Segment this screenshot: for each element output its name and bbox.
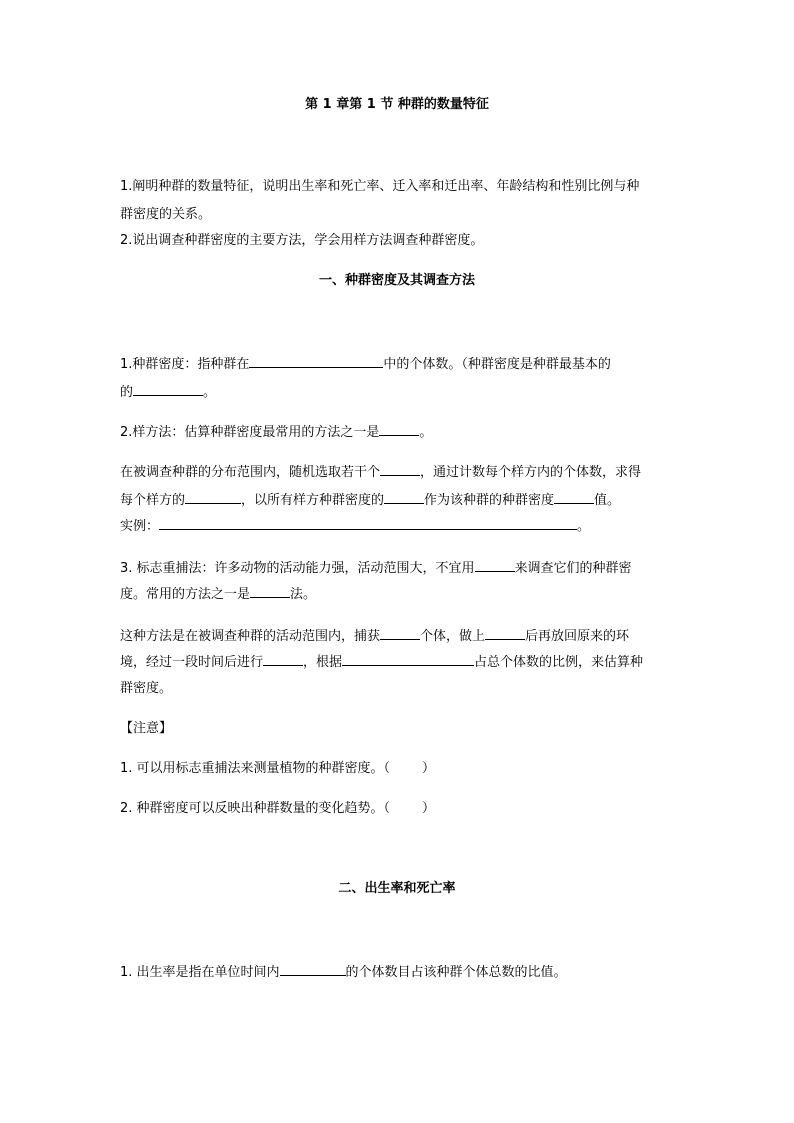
quadrat-para-line-1 <box>120 461 680 483</box>
fill-blank[interactable] <box>554 489 594 504</box>
para-text-e: 作为该种群的种群密度 <box>424 493 555 508</box>
density-text-d: 。 <box>203 385 217 400</box>
quadrat-line <box>120 421 680 443</box>
method-text-d: 境，经过一段时间后进行 <box>120 655 264 670</box>
para-text-c: 每个样方的 <box>120 493 186 508</box>
note-item-1 <box>120 759 680 779</box>
quadrat-text-a: 2.样方法：估算种群密度最常用的方法之一是 <box>120 425 380 440</box>
quadrat-text-b: 。 <box>419 425 433 440</box>
note1-text: 1. 可以用标志重捕法来测量植物的种群密度。（ <box>120 761 391 776</box>
mark-line-1 <box>120 557 680 579</box>
method-text-c: 后再放回原来的环 <box>525 629 630 644</box>
method-line-1 <box>120 625 680 647</box>
mark-text-d: 法。 <box>290 587 317 602</box>
density-line-2 <box>120 381 680 403</box>
fill-blank[interactable] <box>249 353 383 368</box>
density-text-b: 中的个体数。（种群密度是种群最基本的 <box>383 357 611 372</box>
fill-blank[interactable] <box>380 625 420 640</box>
density-text-c: 的 <box>120 385 134 400</box>
method-text-e: ，根据 <box>303 655 343 670</box>
density-line-1 <box>120 353 680 375</box>
birth-text-b: 的个体数目占该种群个体总数的比值。 <box>345 965 567 980</box>
fill-blank[interactable] <box>133 381 203 396</box>
para-text-b: ，通过计数每个样方内的个体数，求得 <box>420 465 642 480</box>
fill-blank[interactable] <box>185 489 241 504</box>
fill-blank[interactable] <box>342 651 474 666</box>
fill-blank[interactable] <box>384 489 424 504</box>
birth-rate-line <box>120 961 680 983</box>
para-text-d: ，以所有样方种群密度的 <box>241 493 385 508</box>
method-text-f: 占总个体数的比例，来估算种 <box>474 655 644 670</box>
method-line-3: 群密度。 <box>120 681 173 696</box>
method-line-2 <box>120 651 680 673</box>
mark-line-2 <box>120 583 680 605</box>
example-text-b: 。 <box>577 519 591 534</box>
example-text-a: 实例： <box>120 519 160 534</box>
example-line <box>120 515 680 537</box>
goal-line-2: 群密度的关系。 <box>120 207 212 222</box>
density-text-a: 1.种群密度：指种群在 <box>120 357 250 372</box>
section1-heading: 一、种群密度及其调查方法 <box>318 273 475 288</box>
fill-blank[interactable] <box>380 461 420 476</box>
method-text-b: 个体，做上 <box>420 629 486 644</box>
birth-text-a: 1. 出生率是指在单位时间内 <box>120 965 280 980</box>
close-paren: ） <box>422 761 436 776</box>
note-label: 【注意】 <box>120 721 173 736</box>
section2-heading: 二、出生率和死亡率 <box>338 881 456 896</box>
note-item-2 <box>120 799 680 819</box>
fill-blank[interactable] <box>263 651 303 666</box>
para-text-a: 在被调查种群的分布范围内，随机选取若干个 <box>120 465 381 480</box>
page-title: 第 1 章第 1 节 种群的数量特征 <box>305 97 489 112</box>
method-text-a: 这种方法是在被调查种群的活动范围内，捕获 <box>120 629 381 644</box>
close-paren: ） <box>422 801 436 816</box>
goal-line-1: 1.阐明种群的数量特征，说明出生率和死亡率、迁入率和迁出率、年龄结构和性别比例与种 <box>120 179 640 194</box>
mark-text-a: 3. 标志重捕法：许多动物的活动能力强，活动范围大，不宜用 <box>120 561 475 576</box>
note2-text: 2. 种群密度可以反映出种群数量的变化趋势。（ <box>120 801 391 816</box>
fill-blank[interactable] <box>280 961 346 976</box>
mark-text-b: 来调查它们的种群密 <box>514 561 632 576</box>
quadrat-para-line-2 <box>120 489 680 511</box>
mark-text-c: 度。常用的方法之一是 <box>120 587 251 602</box>
goal-line-3: 2.说出调查种群密度的主要方法，学会用样方法调查种群密度。 <box>120 233 484 248</box>
para-text-f: 值。 <box>594 493 621 508</box>
fill-blank[interactable] <box>379 421 419 436</box>
fill-blank[interactable] <box>159 515 577 530</box>
fill-blank[interactable] <box>475 557 515 572</box>
fill-blank[interactable] <box>485 625 525 640</box>
fill-blank[interactable] <box>250 583 290 598</box>
